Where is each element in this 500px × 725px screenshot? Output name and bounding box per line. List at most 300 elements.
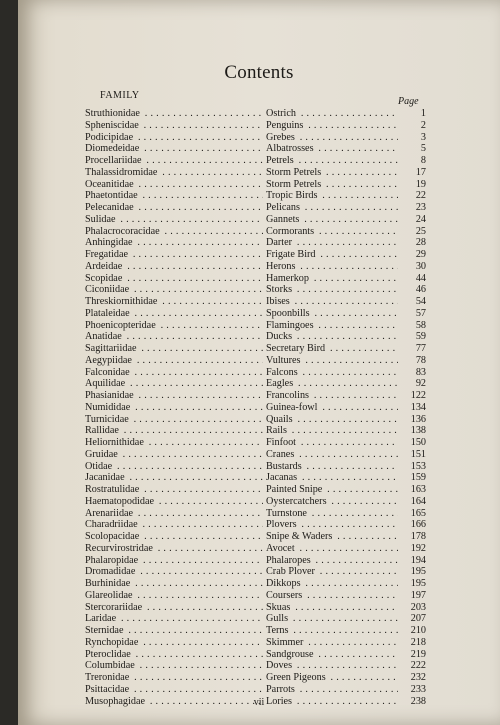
family-name-text: Charadriidae bbox=[85, 519, 138, 531]
common-name bbox=[266, 132, 398, 144]
common-name bbox=[266, 390, 398, 402]
common-name-text: Phalaropes bbox=[266, 554, 311, 566]
common-name bbox=[266, 143, 398, 155]
page-reference: 210 bbox=[410, 625, 426, 636]
family-name-text: Treronidae bbox=[85, 672, 130, 683]
page-reference: 194 bbox=[410, 554, 426, 566]
common-name-text: Gulls bbox=[266, 613, 289, 625]
page-reference: 151 bbox=[410, 448, 426, 460]
page-reference: 219 bbox=[410, 648, 426, 660]
contents-row bbox=[85, 249, 425, 261]
family-name-text: Falconidae bbox=[85, 366, 130, 378]
page-reference: 1 bbox=[420, 108, 426, 119]
page-reference: 232 bbox=[410, 672, 426, 683]
common-name-text: Albatrosses bbox=[266, 143, 314, 155]
contents-row bbox=[85, 613, 425, 625]
family-name-text: Phasianidae bbox=[85, 390, 134, 401]
family-name bbox=[85, 179, 263, 191]
common-name-text: Spoonbills bbox=[266, 307, 310, 319]
page-reference: 192 bbox=[410, 542, 426, 554]
page-reference: 2 bbox=[420, 119, 426, 131]
common-name bbox=[266, 484, 398, 496]
contents-row bbox=[85, 649, 425, 661]
family-name-text: Otidae bbox=[85, 460, 113, 472]
family-name bbox=[85, 660, 263, 672]
family-name-text: Plataleidae bbox=[85, 307, 130, 319]
family-name-text: Musophagidae bbox=[85, 695, 145, 707]
common-name-text: Plovers bbox=[266, 519, 297, 531]
common-name-text: Penguins bbox=[266, 119, 304, 131]
family-name bbox=[85, 602, 263, 614]
common-name-text: Oystercatchers bbox=[266, 495, 327, 507]
family-name-text: Scolopacidae bbox=[85, 531, 140, 542]
common-name bbox=[266, 684, 398, 696]
family-name-text: Numididae bbox=[85, 401, 131, 413]
contents-list bbox=[85, 108, 425, 707]
family-name-text: Procellariidae bbox=[85, 155, 142, 166]
page-reference: 178 bbox=[410, 531, 426, 542]
common-name bbox=[266, 249, 398, 261]
common-name-text: Doves bbox=[266, 660, 293, 672]
common-name bbox=[266, 237, 398, 249]
family-name-text: Spheniscidae bbox=[85, 119, 139, 131]
contents-row bbox=[85, 132, 425, 144]
family-name-text: Psittacidae bbox=[85, 683, 130, 695]
page-reference: 203 bbox=[410, 601, 426, 613]
contents-row bbox=[85, 284, 425, 296]
contents-row bbox=[85, 190, 425, 202]
family-name-text: Arenariidae bbox=[85, 507, 134, 519]
common-name bbox=[266, 508, 398, 520]
family-name bbox=[85, 237, 263, 249]
page-reference: 165 bbox=[410, 507, 426, 519]
family-name-text: Oceanitidae bbox=[85, 178, 134, 190]
page-reference: 164 bbox=[410, 495, 426, 507]
family-name bbox=[85, 202, 263, 214]
common-name-text: Cormorants bbox=[266, 225, 315, 237]
common-name-text: Eagles bbox=[266, 378, 294, 390]
page-reference: 54 bbox=[415, 296, 426, 307]
contents-row bbox=[85, 143, 425, 155]
family-name bbox=[85, 155, 263, 167]
contents-row bbox=[85, 543, 425, 555]
common-name bbox=[266, 402, 398, 414]
contents-row bbox=[85, 108, 425, 120]
common-name-text: Francolins bbox=[266, 390, 310, 401]
page-reference: 122 bbox=[410, 390, 426, 401]
common-name-text: Quails bbox=[266, 413, 293, 425]
common-name bbox=[266, 190, 398, 202]
page-reference: 83 bbox=[415, 366, 426, 378]
common-name-text: Guinea-fowl bbox=[266, 401, 318, 413]
family-name bbox=[85, 449, 263, 461]
family-name-text: Laridae bbox=[85, 613, 117, 625]
family-name-text: Phoenicopteridae bbox=[85, 319, 156, 331]
page-reference: 136 bbox=[410, 413, 426, 425]
common-name bbox=[266, 261, 398, 273]
family-name bbox=[85, 425, 263, 437]
common-name bbox=[266, 378, 398, 390]
family-name-text: Sternidae bbox=[85, 625, 124, 636]
page-reference: 8 bbox=[420, 155, 426, 166]
family-name-text: Ardeidae bbox=[85, 260, 123, 272]
family-name-text: Anhingidae bbox=[85, 237, 133, 249]
common-name-text: Ducks bbox=[266, 331, 293, 343]
family-name bbox=[85, 343, 263, 355]
family-name-text: Gruidae bbox=[85, 448, 118, 460]
common-name bbox=[266, 273, 398, 285]
family-name-text: Heliornithidae bbox=[85, 437, 144, 448]
common-name bbox=[266, 355, 398, 367]
common-name bbox=[266, 461, 398, 473]
contents-row bbox=[85, 672, 425, 684]
family-name bbox=[85, 437, 263, 449]
common-name-text: Finfoot bbox=[266, 437, 297, 448]
contents-row bbox=[85, 578, 425, 590]
contents-row bbox=[85, 273, 425, 285]
contents-row bbox=[85, 449, 425, 461]
common-name-text: Pelicans bbox=[266, 202, 300, 213]
contents-row bbox=[85, 590, 425, 602]
common-name bbox=[266, 578, 398, 590]
common-name bbox=[266, 226, 398, 238]
family-name bbox=[85, 167, 263, 179]
family-name bbox=[85, 672, 263, 684]
family-name bbox=[85, 531, 263, 543]
common-name bbox=[266, 660, 398, 672]
family-name-text: Rynchopidae bbox=[85, 636, 139, 648]
family-name bbox=[85, 273, 263, 285]
common-name-text: Frigate Bird bbox=[266, 249, 316, 260]
family-name bbox=[85, 190, 263, 202]
family-name-text: Phaetontidae bbox=[85, 190, 138, 202]
family-name bbox=[85, 320, 263, 332]
family-name bbox=[85, 308, 263, 320]
common-name bbox=[266, 566, 398, 578]
common-name bbox=[266, 296, 398, 308]
family-name-text: Phalacrocoracidae bbox=[85, 225, 160, 237]
family-name bbox=[85, 284, 263, 296]
contents-row bbox=[85, 226, 425, 238]
contents-row bbox=[85, 425, 425, 437]
contents-row bbox=[85, 167, 425, 179]
common-name-text: Falcons bbox=[266, 366, 298, 378]
contents-row bbox=[85, 378, 425, 390]
family-name-text: Glareolidae bbox=[85, 589, 133, 601]
family-name-text: Pelecanidae bbox=[85, 202, 134, 213]
page-reference: 24 bbox=[415, 213, 426, 225]
family-name-text: Phalaropidae bbox=[85, 554, 139, 566]
common-name bbox=[266, 449, 398, 461]
page-reference: 159 bbox=[410, 472, 426, 484]
page-reference: 222 bbox=[410, 660, 426, 672]
contents-row bbox=[85, 508, 425, 520]
contents-row bbox=[85, 402, 425, 414]
family-name bbox=[85, 261, 263, 273]
contents-row bbox=[85, 390, 425, 402]
common-name bbox=[266, 214, 398, 226]
common-name-text: Avocet bbox=[266, 542, 295, 554]
common-name bbox=[266, 543, 398, 555]
page-reference: 195 bbox=[410, 578, 426, 589]
family-name-text: Aegypiidae bbox=[85, 354, 132, 366]
family-name-text: Struthionidae bbox=[85, 108, 140, 119]
family-name bbox=[85, 496, 263, 508]
contents-row bbox=[85, 355, 425, 367]
family-name bbox=[85, 367, 263, 379]
page-reference: 138 bbox=[410, 425, 426, 437]
page-reference: 19 bbox=[415, 178, 426, 190]
contents-row bbox=[85, 120, 425, 132]
common-name bbox=[266, 496, 398, 508]
contents-row bbox=[85, 437, 425, 449]
contents-row bbox=[85, 660, 425, 672]
family-name bbox=[85, 249, 263, 261]
common-name bbox=[266, 343, 398, 355]
common-name bbox=[266, 555, 398, 567]
common-name-text: Flamingoes bbox=[266, 319, 314, 331]
family-name bbox=[85, 108, 263, 120]
common-name bbox=[266, 425, 398, 437]
common-name-text: Ostrich bbox=[266, 108, 296, 119]
contents-row bbox=[85, 496, 425, 508]
contents-row bbox=[85, 472, 425, 484]
contents-row bbox=[85, 461, 425, 473]
common-name-text: Snipe & Waders bbox=[266, 531, 333, 542]
family-name-text: Anatidae bbox=[85, 331, 122, 343]
page-reference: 28 bbox=[415, 237, 426, 249]
page-reference: 23 bbox=[415, 202, 426, 213]
page-reference: 3 bbox=[420, 131, 426, 143]
contents-row bbox=[85, 531, 425, 543]
page-reference: 163 bbox=[410, 484, 426, 495]
family-name bbox=[85, 484, 263, 496]
family-name bbox=[85, 296, 263, 308]
page-reference: 22 bbox=[415, 190, 426, 202]
page-reference: 207 bbox=[410, 613, 426, 625]
page-reference: 58 bbox=[415, 319, 426, 331]
page-reference: 5 bbox=[420, 143, 426, 155]
page-reference: 59 bbox=[415, 331, 426, 343]
contents-row bbox=[85, 261, 425, 273]
family-name bbox=[85, 649, 263, 661]
family-name-text: Recurvirostridae bbox=[85, 542, 153, 554]
common-name bbox=[266, 179, 398, 191]
page-reference: 218 bbox=[410, 636, 426, 648]
family-name bbox=[85, 132, 263, 144]
contents-row bbox=[85, 179, 425, 191]
common-name-text: Crab Plover bbox=[266, 566, 315, 578]
common-name-text: Ibises bbox=[266, 296, 290, 307]
page-reference: 17 bbox=[415, 166, 426, 178]
page-reference: 46 bbox=[415, 284, 426, 296]
contents-row bbox=[85, 296, 425, 308]
common-name-text: Grebes bbox=[266, 131, 295, 143]
common-name-text: Cranes bbox=[266, 448, 295, 460]
common-name-text: Darter bbox=[266, 237, 293, 249]
page-reference: 25 bbox=[415, 225, 426, 237]
common-name-text: Jacanas bbox=[266, 472, 298, 484]
common-name-text: Tropic Birds bbox=[266, 190, 318, 202]
common-name bbox=[266, 367, 398, 379]
family-name bbox=[85, 402, 263, 414]
common-name-text: Storm Petrels bbox=[266, 178, 322, 190]
common-name-text: Gannets bbox=[266, 213, 300, 225]
page-title: Contents bbox=[224, 62, 294, 83]
contents-row bbox=[85, 414, 425, 426]
family-name-text: Podicipidae bbox=[85, 131, 134, 143]
common-name bbox=[266, 602, 398, 614]
family-name bbox=[85, 566, 263, 578]
common-name bbox=[266, 155, 398, 167]
common-name bbox=[266, 320, 398, 332]
common-name-text: Secretary Bird bbox=[266, 343, 326, 354]
family-name-text: Rallidae bbox=[85, 425, 119, 437]
contents-row bbox=[85, 484, 425, 496]
book-page bbox=[18, 0, 500, 725]
page-number: vii bbox=[253, 697, 265, 708]
family-name bbox=[85, 578, 263, 590]
family-name bbox=[85, 226, 263, 238]
family-name bbox=[85, 472, 263, 484]
common-name-text: Herons bbox=[266, 260, 296, 272]
contents-row bbox=[85, 519, 425, 531]
family-column-header: FAMILY bbox=[100, 90, 140, 101]
common-name bbox=[266, 284, 398, 296]
contents-row bbox=[85, 308, 425, 320]
contents-row bbox=[85, 237, 425, 249]
common-name-text: Rails bbox=[266, 425, 287, 437]
contents-row bbox=[85, 625, 425, 637]
common-name bbox=[266, 590, 398, 602]
family-name bbox=[85, 684, 263, 696]
contents-row bbox=[85, 331, 425, 343]
family-name bbox=[85, 331, 263, 343]
family-name-text: Columbidae bbox=[85, 660, 135, 672]
family-name bbox=[85, 120, 263, 132]
family-name-text: Burhinidae bbox=[85, 578, 131, 589]
page-reference: 44 bbox=[415, 272, 426, 284]
page-reference: 195 bbox=[410, 566, 426, 578]
contents-row bbox=[85, 320, 425, 332]
contents-row bbox=[85, 367, 425, 379]
common-name-text: Bustards bbox=[266, 460, 302, 472]
family-name-text: Stercorariidae bbox=[85, 601, 143, 613]
family-name bbox=[85, 625, 263, 637]
family-name-text: Dromadidae bbox=[85, 566, 136, 578]
family-name-text: Thalassidromidae bbox=[85, 166, 158, 178]
common-name-text: Storks bbox=[266, 284, 293, 296]
common-name-text: Petrels bbox=[266, 155, 294, 166]
common-name bbox=[266, 625, 398, 637]
common-name-text: Terns bbox=[266, 625, 289, 636]
common-name bbox=[266, 649, 398, 661]
page-reference: 77 bbox=[415, 343, 426, 354]
family-name-text: Ciconiidae bbox=[85, 284, 130, 296]
common-name-text: Vultures bbox=[266, 354, 301, 366]
common-name-text: Parrots bbox=[266, 683, 295, 695]
common-name-text: Turnstone bbox=[266, 507, 307, 519]
contents-row bbox=[85, 155, 425, 167]
common-name bbox=[266, 331, 398, 343]
common-name bbox=[266, 414, 398, 426]
page-reference: 57 bbox=[415, 307, 426, 319]
contents-row bbox=[85, 555, 425, 567]
family-name-text: Rostratulidae bbox=[85, 484, 140, 495]
family-name bbox=[85, 637, 263, 649]
contents-row bbox=[85, 637, 425, 649]
family-name bbox=[85, 461, 263, 473]
family-name bbox=[85, 508, 263, 520]
family-name-text: Fregatidae bbox=[85, 249, 128, 260]
page-reference: 166 bbox=[410, 519, 426, 531]
common-name-text: Coursers bbox=[266, 589, 303, 601]
contents-row bbox=[85, 684, 425, 696]
page-reference: 238 bbox=[410, 695, 426, 707]
contents-row bbox=[85, 202, 425, 214]
page-reference: 150 bbox=[410, 437, 426, 448]
page-reference: 30 bbox=[415, 260, 426, 272]
common-name bbox=[266, 437, 398, 449]
page-reference: 197 bbox=[410, 589, 426, 601]
page-reference: 92 bbox=[415, 378, 426, 390]
common-name-text: Skimmer bbox=[266, 636, 304, 648]
common-name-text: Green Pigeons bbox=[266, 672, 326, 683]
family-name bbox=[85, 555, 263, 567]
family-name-text: Aquilidae bbox=[85, 378, 126, 390]
page-reference: 29 bbox=[415, 249, 426, 260]
common-name bbox=[266, 613, 398, 625]
common-name bbox=[266, 637, 398, 649]
family-name bbox=[85, 143, 263, 155]
common-name bbox=[266, 308, 398, 320]
family-name-text: Scopidae bbox=[85, 272, 123, 284]
family-name-text: Sulidae bbox=[85, 213, 116, 225]
common-name-text: Storm Petrels bbox=[266, 166, 322, 178]
common-name bbox=[266, 519, 398, 531]
common-name-text: Lories bbox=[266, 695, 293, 707]
page-reference: 233 bbox=[410, 683, 426, 695]
page-column-header: Page bbox=[398, 96, 419, 107]
family-name-text: Diomedeidae bbox=[85, 143, 140, 155]
contents-row bbox=[85, 343, 425, 355]
family-name-text: Sagittariidae bbox=[85, 343, 137, 354]
contents-row bbox=[85, 214, 425, 226]
family-name bbox=[85, 414, 263, 426]
common-name-text: Dikkops bbox=[266, 578, 301, 589]
common-name bbox=[266, 472, 398, 484]
page-reference: 78 bbox=[415, 354, 426, 366]
common-name bbox=[266, 120, 398, 132]
common-name-text: Hamerkop bbox=[266, 272, 309, 284]
family-name bbox=[85, 590, 263, 602]
common-name bbox=[266, 531, 398, 543]
family-name bbox=[85, 519, 263, 531]
common-name bbox=[266, 672, 398, 684]
family-name bbox=[85, 214, 263, 226]
page-reference: 153 bbox=[410, 460, 426, 472]
common-name bbox=[266, 202, 398, 214]
common-name-text: Skuas bbox=[266, 601, 291, 613]
common-name-text: Sandgrouse bbox=[266, 648, 314, 660]
contents-row bbox=[85, 602, 425, 614]
family-name bbox=[85, 390, 263, 402]
family-name-text: Jacanidae bbox=[85, 472, 125, 484]
family-name-text: Pteroclidae bbox=[85, 648, 131, 660]
page-reference: 134 bbox=[410, 401, 426, 413]
common-name bbox=[266, 108, 398, 120]
contents-row bbox=[85, 566, 425, 578]
